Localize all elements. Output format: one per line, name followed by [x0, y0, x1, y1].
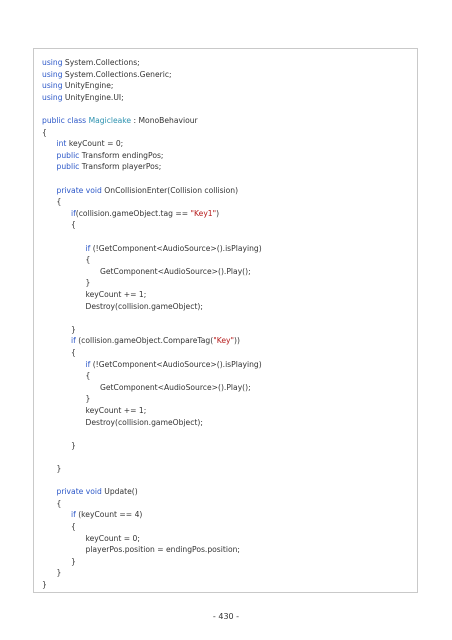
code-text: keyCount += 1;: [85, 406, 147, 415]
code-line: [42, 93, 124, 103]
code-keyword: if: [71, 208, 76, 218]
code-line: [86, 278, 91, 288]
code-line: [42, 70, 172, 80]
code-text: {: [71, 348, 76, 357]
code-type-name: Magicleake: [88, 116, 132, 125]
code-text: Transform endingPos;: [79, 150, 164, 160]
code-line: [71, 220, 76, 230]
code-line: [100, 383, 251, 393]
code-keyword: void: [85, 185, 102, 195]
code-keyword: int: [56, 139, 67, 149]
code-text: UnityEngine.UI;: [62, 92, 124, 102]
code-line: [86, 302, 203, 312]
code-line: [71, 325, 76, 335]
code-line: [86, 371, 91, 381]
code-text: }: [42, 580, 47, 589]
code-text: keyCount = 0;: [66, 139, 124, 149]
code-keyword: public: [56, 150, 80, 160]
code-text: {: [71, 522, 76, 531]
code-text: {: [85, 371, 91, 381]
code-keyword: private: [56, 487, 84, 497]
code-line: [86, 394, 91, 404]
page-number: - 430 -: [212, 612, 240, 621]
code-text: }: [71, 440, 76, 450]
code-keyword: void: [85, 487, 102, 497]
code-line: [86, 360, 262, 370]
code-text: (keyCount == 4): [75, 510, 143, 520]
code-text: (collision.gameObject.tag ==: [75, 208, 191, 218]
code-keyword: using: [42, 69, 63, 79]
code-line: [86, 534, 140, 544]
code-keyword: using: [42, 92, 63, 102]
code-text: }: [56, 464, 62, 473]
code-text: )): [233, 336, 240, 346]
code-text: {: [42, 127, 47, 137]
code-keyword: public: [42, 116, 65, 125]
code-text: System.Collections;: [62, 58, 140, 67]
code-text: : MonoBehaviour: [131, 116, 198, 125]
code-line: [86, 406, 147, 416]
code-line: [100, 267, 251, 277]
code-text: {: [56, 197, 62, 207]
code-text: {: [71, 220, 76, 230]
code-line: [86, 255, 91, 265]
code-line: [86, 545, 240, 555]
code-text: keyCount = 0;: [85, 533, 140, 543]
code-text: (!GetComponent<AudioSource>().isPlaying): [90, 359, 262, 369]
code-keyword: using: [42, 58, 63, 67]
code-keyword: private: [56, 185, 84, 195]
code-text: GetComponent<AudioSource>().Play();: [100, 382, 251, 392]
code-text: OnCollisionEnter(Collision collision): [101, 185, 239, 195]
code-keyword: if: [85, 243, 91, 253]
code-line: [57, 197, 62, 207]
code-text: }: [71, 324, 76, 334]
code-line: [57, 151, 164, 161]
code-line: [86, 244, 262, 254]
code-listing-box: [33, 48, 418, 593]
code-text: ): [216, 208, 220, 218]
code-text: }: [85, 278, 91, 288]
code-text: GetComponent<AudioSource>().Play();: [100, 266, 251, 276]
code-line: [71, 441, 76, 451]
code-line: [57, 487, 138, 497]
code-line: [71, 522, 76, 532]
code-keyword: public: [56, 162, 80, 172]
code-text: keyCount += 1;: [85, 290, 147, 299]
code-text: (collision.gameObject.CompareTag(: [75, 336, 214, 346]
code-line: [57, 139, 124, 149]
code-line: [42, 116, 198, 126]
code-text: UnityEngine;: [62, 81, 114, 91]
code-text: }: [56, 568, 62, 578]
code-line: [57, 464, 62, 474]
code-line: [57, 186, 239, 196]
code-text: {: [56, 498, 62, 508]
code-line: [42, 580, 47, 590]
code-line: [71, 557, 76, 567]
code-keyword: if: [71, 510, 76, 520]
code-line: [57, 568, 62, 578]
code-line: [57, 162, 162, 172]
code-text: Destroy(collision.gameObject);: [85, 417, 203, 427]
code-line: [42, 58, 140, 68]
code-text: }: [71, 556, 76, 566]
code-string: "Key1": [190, 208, 217, 218]
code-string: "Key": [213, 336, 234, 346]
code-line: [71, 510, 142, 520]
code-text: Destroy(collision.gameObject);: [85, 301, 203, 311]
code-text: playerPos.position = endingPos.position;: [85, 545, 240, 555]
code-line: [86, 290, 147, 300]
code-text: System.Collections.Generic;: [62, 69, 172, 79]
code-line: [71, 336, 240, 346]
code-text: (!GetComponent<AudioSource>().isPlaying): [90, 243, 262, 253]
code-text: {: [85, 255, 91, 265]
code-line: [86, 418, 203, 428]
code-keyword: using: [42, 81, 63, 91]
code-keyword: if: [71, 336, 76, 346]
code-line: [71, 348, 76, 358]
code-line: [42, 81, 113, 91]
code-text: Update(): [101, 487, 138, 497]
code-keyword: class: [67, 116, 87, 125]
code-keyword: if: [85, 359, 91, 369]
code-line: [42, 128, 47, 138]
code-text: Transform playerPos;: [79, 162, 162, 172]
code-text: }: [85, 394, 91, 404]
code-line: [57, 499, 62, 509]
code-line: [71, 209, 219, 219]
